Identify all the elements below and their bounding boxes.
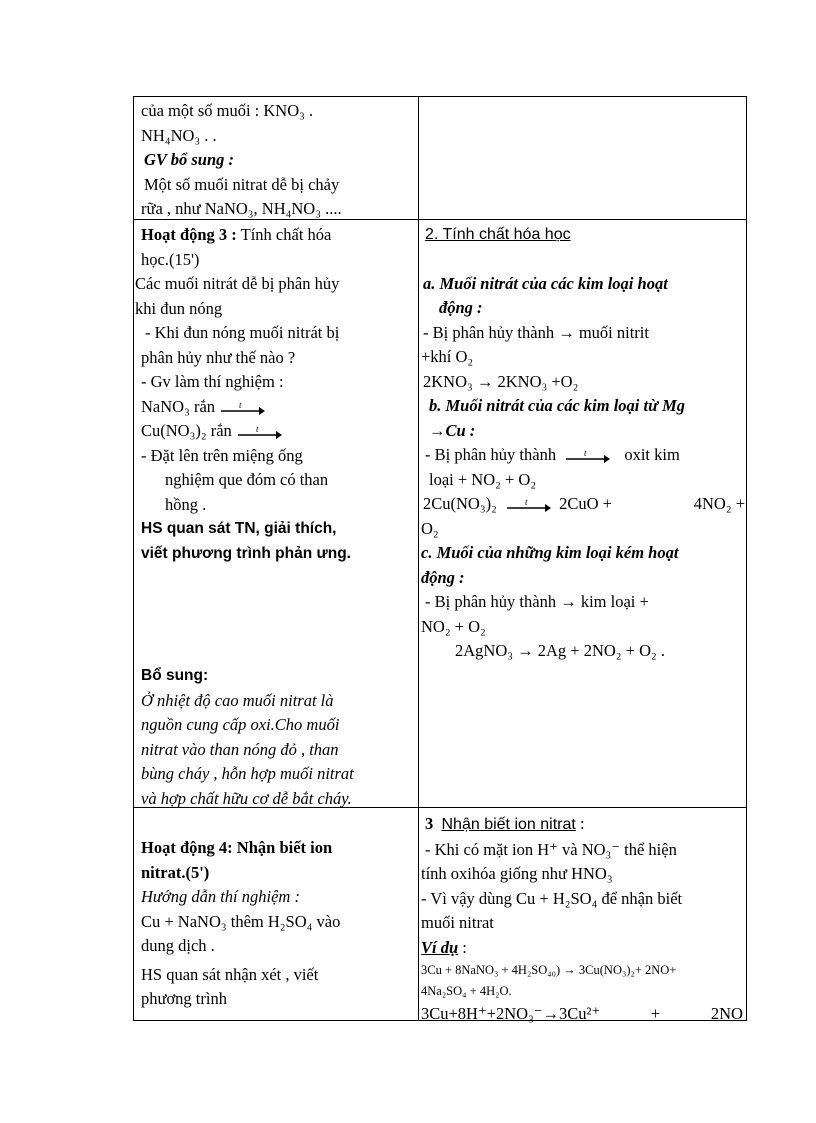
section-b-title-cont: →Cu : (429, 420, 476, 440)
equation-full-2: 4Na₂SO₄ + 4H₂O. (421, 984, 512, 998)
text-line: dung dịch . (141, 936, 215, 955)
activity3-topic: Tính chất hóa (240, 225, 332, 244)
heat-arrow-icon (236, 425, 282, 439)
section-b-title: b. Muối nitrát của các kim loại từ Mg (429, 396, 686, 415)
svg-text:t: t (584, 449, 587, 459)
text-line: phân hủy như thế nào ? (141, 347, 296, 367)
activity3-label: Hoạt động 3 : (141, 225, 237, 244)
text-line-b3 (421, 443, 745, 468)
text-line: NO₂ + O₂ (421, 616, 486, 636)
colon: : (458, 937, 467, 957)
row2-left-cell (135, 223, 417, 811)
equation-full-1: 3Cu + 8NaNO₃ + 4H₂SO₄₀) → 3Cu(NO₃)₂+ 2NO+ (421, 963, 677, 977)
text-line: NH₄NO₃ . . (141, 125, 217, 145)
activity3-title (135, 223, 417, 248)
section-c-title-cont: động : (421, 567, 465, 587)
table-border-top (133, 96, 747, 97)
text-line: nghiệm que đóm có than (165, 470, 329, 489)
experiment-line-2 (135, 419, 417, 444)
text-line: Các muối nitrát dễ bị phân hủy (135, 274, 340, 293)
text-fragment: - Bị phân hủy thành (425, 445, 557, 464)
hs-observe-line-1 (135, 517, 417, 542)
equation-kno3: 2KNO₃ → 2KNO₃ +O₂ (423, 371, 579, 391)
text-fragment: oxit kim (624, 445, 680, 464)
activity3-time: học.(15') (141, 249, 200, 269)
table-border-right (746, 96, 747, 1021)
text-line: +khí O₂ (421, 347, 474, 366)
reactant-nano3: NaNO₃ rắn (141, 396, 216, 416)
text-line: của một số muối : KNO₃ . (141, 101, 314, 120)
text-line: - Khi có mặt ion H⁺ và NO₃⁻ thể hiện (425, 839, 677, 859)
text-line: hồng . (165, 494, 207, 514)
text-line: muối nitrat (421, 913, 494, 932)
hs-observe-line-2: viết phương trình phản ưng. (141, 544, 351, 562)
table-column-divider (418, 96, 419, 1021)
text-line: Một số muối nitrat dễ bị chảy (144, 174, 340, 194)
heat-arrow-icon (219, 401, 265, 415)
heat-arrow-icon (505, 498, 551, 512)
section-c-title: c. Muối của những kim loại kém hoạt (421, 543, 679, 562)
supplement-text: và hợp chất hữu cơ dễ bắt cháy. (141, 788, 352, 808)
text-line: phương trình (141, 989, 227, 1008)
row3-left-cell (141, 836, 417, 1012)
equation-part: 4NO₂ + (693, 494, 745, 513)
example-heading (421, 936, 745, 961)
ionic-equation (421, 1002, 743, 1027)
section-a-title: a. Muối nitrát của các kim loại hoạt (423, 273, 668, 293)
example-label: Ví dụ (421, 937, 459, 957)
heat-arrow-icon (564, 449, 610, 463)
equation-part: 2NO (710, 1004, 743, 1023)
colon: : (575, 814, 585, 833)
section-a-title-cont: động : (439, 298, 483, 317)
supplement-text: bùng cháy , hỗn hợp muối nitrat (141, 764, 354, 783)
supplement-text: nguồn cung cấp oxi.Cho muối (141, 715, 340, 734)
row2-right-cell (421, 223, 745, 664)
supplement-text: nitrat vào than nóng đỏ , than (141, 739, 339, 759)
equation-part: + (650, 1004, 661, 1023)
equation-part: 2Cu(NO₃)₂ (423, 494, 497, 513)
text-line: rữa , như NaNO₃, NH₄NO₃ .... (141, 199, 342, 218)
text-line: O₂ (421, 518, 439, 538)
activity4-title: Hoạt động 4: Nhận biết ion (141, 838, 333, 857)
hs-observe-text: HS quan sát TN, giải thích, (141, 520, 337, 537)
section2-heading: 2. Tính chất hóa học (425, 226, 571, 243)
table-border-left (133, 96, 134, 1021)
svg-text:t: t (239, 400, 242, 410)
activity4-time: nitrat.(5') (141, 862, 210, 882)
row3-right-cell (421, 812, 745, 1027)
equation-part: 2CuO + (559, 494, 612, 513)
text-line: Cu + NaNO₃ thêm H₂SO₄ vào (141, 911, 341, 931)
equation-agno3: 2AgNO₃ → 2Ag + 2NO₂ + O₂ . (455, 641, 666, 660)
text-line: - Bị phân hủy thành → kim loại + (425, 592, 649, 611)
experiment-line-1 (135, 395, 417, 420)
text-line: loại + NO₂ + O₂ (429, 469, 537, 489)
section3-number: 3 (425, 814, 434, 833)
svg-text:t: t (524, 498, 528, 508)
lesson-table (133, 96, 747, 1021)
equation-cu-no3 (421, 492, 745, 517)
section3-title: Nhận biết ion nitrat (441, 816, 576, 833)
text-line: - Đặt lên trên miệng ống (141, 445, 303, 465)
text-line: - Bị phân hủy thành → muối nitrit (423, 322, 649, 342)
text-line: HS quan sát nhận xét , viết (141, 964, 319, 984)
text-line: tính oxihóa giống như HNO₃ (421, 864, 613, 883)
experiment-guide: Hướng dẫn thí nghiệm : (141, 887, 300, 906)
row1-left-cell (141, 99, 415, 222)
text-line: - Gv làm thí nghiệm : (141, 372, 284, 391)
supplement-text: Ở nhiệt độ cao muối nitrat là (141, 690, 334, 710)
text-line: - Vì vậy dùng Cu + H₂SO₄ để nhận biết (421, 888, 683, 908)
text-line: - Khi đun nóng muối nitrát bị (145, 323, 340, 342)
equation-part: 3Cu+8H⁺+2NO₃⁻→3Cu²⁺ (421, 1004, 601, 1023)
svg-text:t: t (255, 425, 259, 435)
text-line: khi đun nóng (135, 298, 223, 318)
supplement-title: Bổ sung: (141, 667, 209, 684)
gv-supplement-label: GV bổ sung : (144, 150, 235, 169)
section3-heading (421, 812, 745, 838)
reactant-cu-no3: Cu(NO₃)₂ rắn (141, 421, 232, 440)
